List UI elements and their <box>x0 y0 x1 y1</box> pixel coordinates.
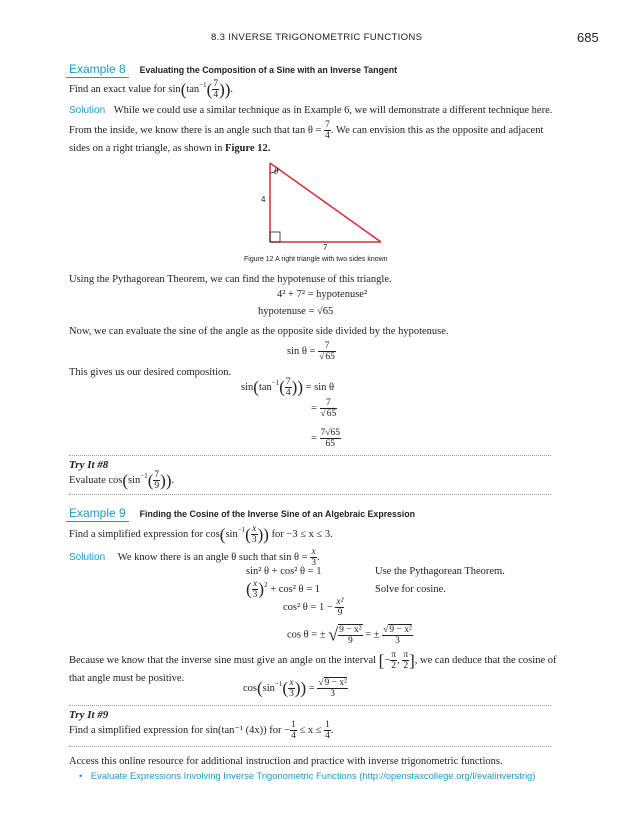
figure-side-7-label: 7 <box>323 243 328 252</box>
section-title: 8.3 INVERSE TRIGONOMETRIC FUNCTIONS <box>211 32 423 43</box>
triangle-hypotenuse <box>270 163 381 242</box>
figure-12-caption: Figure 12 A right triangle with two sides known <box>244 256 388 263</box>
example-9-label: Example 9 <box>66 506 129 522</box>
resource-link[interactable]: Evaluate Expressions Involving Inverse Trigonometric Functions (http://openstaxcollege.org/l/evalinverstrig) <box>90 770 536 781</box>
try-it-9-text: Find a simplified expression for sin(tan⁻¹ (4x)) for − $\frac{1}{4}$ ≤ x ≤ $\frac{1}{4}$ . <box>69 720 334 741</box>
step-cos-theta: cos θ = ± √ $\frac{\text{9 − x²}}{9}$ = ± $\frac{\text{√9 − x²}}{3}$ <box>287 624 412 646</box>
step-pythagorean-note: Use the Pythagorean Theorem. <box>375 566 505 577</box>
divider <box>69 455 551 456</box>
example-8-inside-text: From the inside, we know there is an angle such that tan θ = $\frac{7}{4}$ . We can envision this as the opposite and adjacent sides on a right triangle, as shown in Figure 12. <box>69 120 544 154</box>
try-it-8-text: Evaluate $\cos(\sin^{-1}$( $\frac{7}{9}$ )). <box>69 470 175 492</box>
bullet: • <box>79 770 83 781</box>
example-9-heading <box>66 506 415 520</box>
divider <box>69 494 551 495</box>
example-8-label: Example 8 <box>66 62 129 78</box>
example-8-heading <box>66 62 397 76</box>
example-8-prompt: Find an exact value for $\sin(\tan^{-1}$( $\frac{7}{4}$ )). <box>69 79 234 101</box>
figure-theta-label: θ <box>274 166 279 176</box>
figure-12-triangle <box>250 160 390 250</box>
resource-link-item <box>79 770 535 781</box>
step-substitute-note: Solve for cosine. <box>375 584 446 595</box>
sine-text: Now, we can evaluate the sine of the angle as the opposite side divided by the hypotenuse. <box>69 326 449 337</box>
because-text: Because we know that the inverse sine must give an angle on the interval [− $\frac{\pi}{2}$ , $\frac{\pi}{2}$ ], we can deduce that the cosine of that angle must be positive. <box>69 650 557 684</box>
equation-hypotenuse: hypotenuse = √65 <box>258 306 334 317</box>
page-number: 685 <box>577 30 599 45</box>
right-angle-marker <box>270 232 280 242</box>
try-it-9-label: Try It #9 <box>69 709 109 721</box>
composition-text: This gives us our desired composition. <box>69 367 232 378</box>
example-8-solution: Solution While we could use a similar technique as in Example 6, we will demonstrate a different technique here. <box>69 105 553 116</box>
try-it-8-label: Try It #8 <box>69 459 109 471</box>
equation-composition-step3: = $\frac{7√65}{65}$ <box>311 428 341 449</box>
equation-composition: $\sin(\tan^{-1}$( $\frac{7}{4}$ )) = sin θ <box>241 377 335 398</box>
figure-12-ref: Figure 12. <box>225 143 271 154</box>
equation-sum-squares: 4² + 7² = hypotenuse² <box>277 289 368 300</box>
example-9-title: Finding the Cosine of the Inverse Sine of an Algebraic Expression <box>139 509 415 519</box>
online-resource-text: Access this online resource for additional instruction and practice with inverse trigonometric functions. <box>69 756 503 767</box>
example-9-prompt: Find a simplified expression for $\cos(\sin^{-1}$( $\frac{x}{3}$ )) for −3 ≤ x ≤ 3. <box>69 524 333 546</box>
equation-final-cos: $\cos(\sin^{-1}$( $\frac{x}{3}$ )) = $\frac{\text{√9 − x²}}{3}$ <box>243 678 348 699</box>
step-pythagorean: sin² θ + cos² θ = 1 <box>246 566 322 577</box>
equation-composition-step2: = $\frac{7}{√65}$ <box>311 398 337 419</box>
example-9-solution: Solution We know there is an angle θ such that sin θ = $\frac{x}{3}$ . <box>69 547 320 568</box>
figure-side-4-label: 4 <box>261 195 266 204</box>
divider <box>69 746 551 747</box>
equation-sin-theta: sin θ = $\frac{7}{√65}$ <box>287 341 335 362</box>
example-8-title: Evaluating the Composition of a Sine with an Inverse Tangent <box>139 65 398 75</box>
divider <box>69 705 551 706</box>
step-cos-squared: cos² θ = 1 − $\frac{\text{x²}}{9}$ <box>283 597 344 618</box>
pythagorean-text: Using the Pythagorean Theorem, we can find the hypotenuse of this triangle. <box>69 274 392 285</box>
step-substitute: ( $\frac{x}{3}$ )$^2$ + cos² θ = 1 <box>246 579 320 600</box>
